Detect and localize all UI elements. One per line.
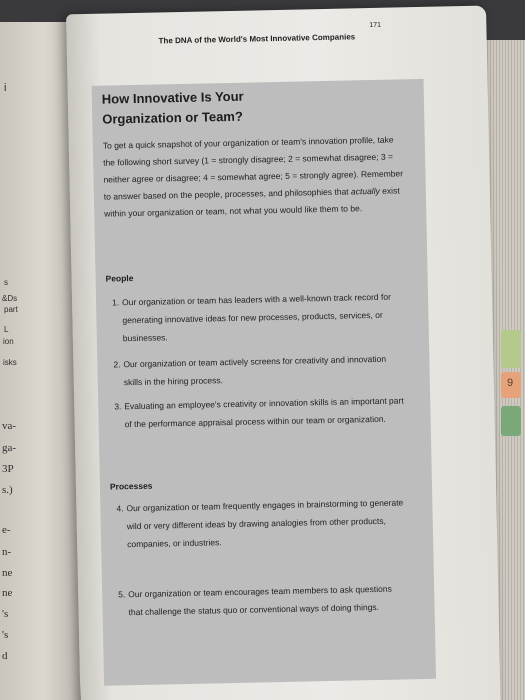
item-number: 3.	[114, 401, 122, 412]
left-page-fragment: ne	[2, 567, 13, 579]
left-page-fragment: d	[2, 650, 8, 662]
box-title-line: How Innovative Is Your	[101, 88, 244, 107]
item-number: 5.	[118, 589, 126, 600]
left-page-fragment: 's	[2, 608, 9, 620]
left-page-fragment: va-	[2, 420, 17, 432]
intro-emphasis: actually	[350, 185, 380, 197]
left-page-fragment: e-	[2, 524, 11, 536]
left-page-fragment: part	[4, 305, 18, 314]
survey-item	[116, 493, 407, 553]
page-number: 171	[369, 21, 382, 30]
item-text: Our organization or team encourages team members to ask questions that challenge the status quo or conventional ways of doing things.	[128, 583, 392, 618]
intro-text: To get a quick snapshot of your organization or team's innovation profile, take the following short survey (1 = strongly disagree; 2 = somewhat disagree; 3 = neither agree or disagree; 4 = somewhat agree; 5 = strongly agree). Remember to answer based on the people, processes, and philosophies that	[102, 134, 404, 202]
left-page-fragment: L	[4, 325, 9, 334]
survey-item	[118, 579, 409, 621]
box-title	[102, 85, 323, 130]
item-text: Our organization or team actively screens for creativity and innovation skills in the hiring process.	[123, 353, 387, 388]
left-page-fragment: ion	[3, 337, 14, 346]
left-page-fragment: &Ds	[2, 294, 18, 303]
section-title-processes: Processes	[109, 480, 153, 492]
item-number: 2.	[113, 359, 121, 370]
left-page-fragment: n-	[2, 546, 12, 558]
item-text: Our organization or team has leaders with a well-known track record for generating innovative ideas for new processes, products, services, or businesses.	[121, 291, 391, 344]
item-text: Evaluating an employee's creativity or innovation skills is an important part of the performance appraisal process within our team or organization.	[124, 395, 404, 430]
survey-box	[92, 79, 436, 686]
intro-paragraph	[103, 131, 405, 222]
item-text: Our organization or team frequently engages in brainstorming to generate wild or very different ideas by drawing analogies from other products, companies, or industries.	[126, 497, 404, 550]
left-page-fragment: s	[4, 278, 8, 287]
item-number: 4.	[116, 503, 124, 514]
left-page-fragment: 's	[2, 629, 9, 641]
box-title-line: Organization or Team?	[102, 108, 243, 127]
survey-item	[112, 287, 403, 347]
sticky-tab-label: 9	[507, 377, 514, 389]
left-page-fragment: 3P	[2, 463, 14, 475]
left-page-fragment: s.)	[2, 484, 13, 496]
section-title-people: People	[105, 273, 134, 284]
item-number: 1.	[111, 297, 120, 308]
sticky-tab	[501, 406, 521, 436]
running-head: The DNA of the World's Most Innovative Companies	[158, 32, 356, 46]
sticky-tab	[501, 330, 521, 368]
left-page-fragment: ne	[2, 587, 13, 599]
survey-item	[114, 391, 405, 433]
left-page-fragment: ga-	[2, 442, 17, 454]
intro-text: exist within your organization or team, not what you would like them to be.	[104, 185, 400, 219]
left-page-fragment: isks	[3, 358, 17, 367]
sticky-tab	[501, 372, 521, 398]
left-page-fragment: i	[4, 82, 7, 94]
survey-item	[113, 349, 404, 391]
book-page	[66, 6, 501, 700]
